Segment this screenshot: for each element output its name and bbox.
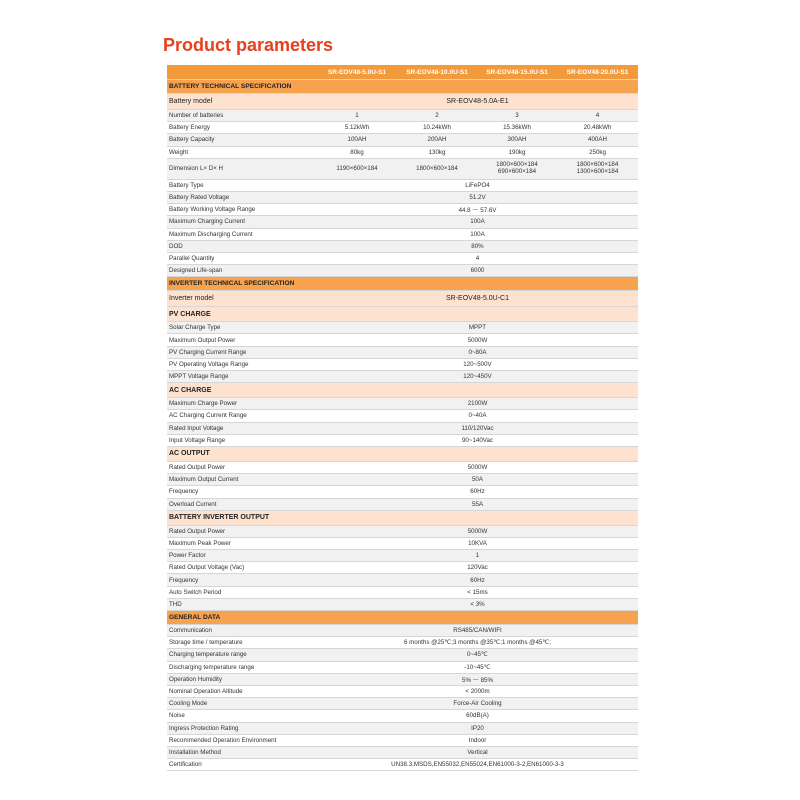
row-label: Weight bbox=[167, 146, 317, 158]
row-value: Vertical bbox=[317, 746, 638, 758]
spec-row bbox=[167, 371, 638, 383]
row-value: 2 bbox=[397, 110, 477, 122]
spec-row bbox=[167, 598, 638, 610]
row-label: Inverter model bbox=[167, 291, 317, 307]
row-label: Charging temperature range bbox=[167, 649, 317, 661]
row-value: 60Hz bbox=[317, 574, 638, 586]
row-value: 1 bbox=[317, 110, 397, 122]
value-line: 690×600×184 bbox=[497, 167, 537, 175]
spec-row bbox=[167, 734, 638, 746]
spec-row bbox=[167, 698, 638, 710]
model-header-row bbox=[167, 65, 638, 80]
row-value: 15.36kWh bbox=[477, 122, 557, 134]
spec-row bbox=[167, 673, 638, 685]
row-value: 0~80A bbox=[317, 346, 638, 358]
group-title: AC OUTPUT bbox=[167, 446, 638, 461]
spec-row bbox=[167, 346, 638, 358]
spec-row bbox=[167, 110, 638, 122]
row-label: Maximum Discharging Current bbox=[167, 228, 317, 240]
row-value: 190kg bbox=[477, 146, 557, 158]
row-value: UN38.3,MSDS,EN55032,EN55024,EN61000-3-2,EN61000-3-3 bbox=[317, 759, 638, 771]
spec-table bbox=[167, 65, 638, 771]
row-label: AC Charging Current Range bbox=[167, 410, 317, 422]
spec-row bbox=[167, 410, 638, 422]
row-label: MPPT Voltage Range bbox=[167, 371, 317, 383]
row-label: Auto Switch Period bbox=[167, 586, 317, 598]
group-header-row bbox=[167, 307, 638, 322]
row-label: Maximum Charge Power bbox=[167, 398, 317, 410]
row-label: PV Charging Current Range bbox=[167, 346, 317, 358]
section-title: BATTERY TECHNICAL SPECIFICATION bbox=[167, 80, 638, 94]
inverter-model-row bbox=[167, 291, 638, 307]
row-label: Frequency bbox=[167, 574, 317, 586]
row-value: Indoor bbox=[317, 734, 638, 746]
row-value: < 3% bbox=[317, 598, 638, 610]
row-label: Noise bbox=[167, 710, 317, 722]
row-label: Input Voltage Range bbox=[167, 434, 317, 446]
group-header-row bbox=[167, 446, 638, 461]
spec-row bbox=[167, 322, 638, 334]
spec-row bbox=[167, 434, 638, 446]
row-value: 400AH bbox=[557, 134, 638, 146]
row-label: Rated Output Voltage (Vac) bbox=[167, 562, 317, 574]
spec-row bbox=[167, 722, 638, 734]
row-value: 110/120Vac bbox=[317, 422, 638, 434]
value-line: 1800×600×184 bbox=[496, 160, 538, 168]
spec-row bbox=[167, 191, 638, 203]
row-value: 1 bbox=[317, 550, 638, 562]
row-value: 1190×600×184 bbox=[317, 158, 397, 179]
row-label: Power Factor bbox=[167, 550, 317, 562]
row-value: 120~450V bbox=[317, 371, 638, 383]
row-label: Solar Charge Type bbox=[167, 322, 317, 334]
spec-row bbox=[167, 122, 638, 134]
spec-table-body bbox=[167, 65, 638, 771]
spec-row bbox=[167, 574, 638, 586]
spec-row bbox=[167, 649, 638, 661]
battery-model-row bbox=[167, 94, 638, 110]
row-value: < 15ms bbox=[317, 586, 638, 598]
row-value: 10.24kWh bbox=[397, 122, 477, 134]
row-label: Rated Input Voltage bbox=[167, 422, 317, 434]
row-value: 5000W bbox=[317, 461, 638, 473]
spec-row bbox=[167, 240, 638, 252]
row-label: Parallel Quantity bbox=[167, 252, 317, 264]
value-line: 1300×600×184 bbox=[576, 167, 619, 175]
section-header-row bbox=[167, 611, 638, 625]
spec-row bbox=[167, 562, 638, 574]
header-blank-cell bbox=[167, 65, 317, 80]
row-value: 80kg bbox=[317, 146, 397, 158]
section-title: INVERTER TECHNICAL SPECIFICATION bbox=[167, 277, 638, 291]
group-header-row bbox=[167, 510, 638, 525]
row-value: 60Hz bbox=[317, 486, 638, 498]
row-value: 6 months @25℃;3 months @35℃;1 months @45℃; bbox=[317, 637, 638, 649]
row-value: 60dB(A) bbox=[317, 710, 638, 722]
spec-row bbox=[167, 252, 638, 264]
row-value: 3 bbox=[477, 110, 557, 122]
group-title: BATTERY INVERTER OUTPUT bbox=[167, 510, 638, 525]
group-header-row bbox=[167, 383, 638, 398]
spec-row bbox=[167, 265, 638, 277]
row-label: Ingress Protection Rating bbox=[167, 722, 317, 734]
row-label: THD bbox=[167, 598, 317, 610]
model-header-cell: SR-EOV48-20.0U-S1 bbox=[557, 65, 638, 80]
row-value: 0~40A bbox=[317, 410, 638, 422]
row-value: 100A bbox=[317, 228, 638, 240]
row-value: 5.12kWh bbox=[317, 122, 397, 134]
group-title: PV CHARGE bbox=[167, 307, 638, 322]
spec-row bbox=[167, 134, 638, 146]
section-header-row bbox=[167, 80, 638, 94]
row-label: Rated Output Power bbox=[167, 461, 317, 473]
model-header-cell: SR-EOV48-5.0U-S1 bbox=[317, 65, 397, 80]
row-value: 130kg bbox=[397, 146, 477, 158]
row-value: 5000W bbox=[317, 525, 638, 537]
spec-row bbox=[167, 398, 638, 410]
row-label: Maximum Output Current bbox=[167, 474, 317, 486]
page-title: Product parameters bbox=[163, 35, 334, 55]
row-value: 4 bbox=[557, 110, 638, 122]
row-value: MPPT bbox=[317, 322, 638, 334]
spec-row bbox=[167, 759, 638, 771]
row-label: PV Operating Voltage Range bbox=[167, 358, 317, 370]
spec-row bbox=[167, 334, 638, 346]
row-label: Maximum Peak Power bbox=[167, 537, 317, 549]
spec-row bbox=[167, 461, 638, 473]
row-label: Cooling Mode bbox=[167, 698, 317, 710]
row-label: Maximum Output Power bbox=[167, 334, 317, 346]
row-value: 100A bbox=[317, 216, 638, 228]
spec-row bbox=[167, 625, 638, 637]
spec-row bbox=[167, 498, 638, 510]
row-label: Maximum Charging Current bbox=[167, 216, 317, 228]
row-value: 5000W bbox=[317, 334, 638, 346]
row-label: Battery Capacity bbox=[167, 134, 317, 146]
row-label: Discharging temperature range bbox=[167, 661, 317, 673]
spec-row bbox=[167, 204, 638, 216]
spec-row bbox=[167, 216, 638, 228]
row-label: Dimension L× D× H bbox=[167, 158, 317, 179]
model-header-cell: SR-EOV48-10.0U-S1 bbox=[397, 65, 477, 80]
row-value: 100AH bbox=[317, 134, 397, 146]
spec-row bbox=[167, 228, 638, 240]
spec-row bbox=[167, 746, 638, 758]
row-label: Battery Rated Voltage bbox=[167, 191, 317, 203]
spec-row bbox=[167, 158, 638, 179]
row-value: SR-EOV48-5.0A-E1 bbox=[317, 94, 638, 110]
row-label: Operation Humidity bbox=[167, 673, 317, 685]
row-value: SR-EOV48-5.0U-C1 bbox=[317, 291, 638, 307]
value-line: 1800×600×184 bbox=[576, 160, 619, 168]
row-value: 120Vac bbox=[317, 562, 638, 574]
row-value bbox=[557, 158, 638, 179]
group-title: AC CHARGE bbox=[167, 383, 638, 398]
row-value: 2100W bbox=[317, 398, 638, 410]
row-label: Overload Current bbox=[167, 498, 317, 510]
row-value: 4 bbox=[317, 252, 638, 264]
spec-row bbox=[167, 486, 638, 498]
row-label: Rated Output Power bbox=[167, 525, 317, 537]
spec-row bbox=[167, 661, 638, 673]
row-value: 0~45℃ bbox=[317, 649, 638, 661]
row-label: Nominal Operation Altitude bbox=[167, 685, 317, 697]
spec-row bbox=[167, 422, 638, 434]
spec-row bbox=[167, 358, 638, 370]
row-label: Number of batteries bbox=[167, 110, 317, 122]
row-value: Force-Air Cooling bbox=[317, 698, 638, 710]
row-label: Battery Type bbox=[167, 179, 317, 191]
spec-row bbox=[167, 710, 638, 722]
row-value: LiFePO4 bbox=[317, 179, 638, 191]
row-value: RS485/CAN/WIFI bbox=[317, 625, 638, 637]
row-value: IP20 bbox=[317, 722, 638, 734]
spec-row bbox=[167, 550, 638, 562]
row-label: Designed Life-span bbox=[167, 265, 317, 277]
row-value: -10~45℃ bbox=[317, 661, 638, 673]
section-header-row bbox=[167, 277, 638, 291]
row-value: 10KVA bbox=[317, 537, 638, 549]
row-label: Recommended Operation Environment bbox=[167, 734, 317, 746]
row-label: Battery Working Voltage Range bbox=[167, 204, 317, 216]
row-value: 200AH bbox=[397, 134, 477, 146]
spec-row bbox=[167, 586, 638, 598]
row-label: Frequency bbox=[167, 486, 317, 498]
spec-row bbox=[167, 525, 638, 537]
spec-row bbox=[167, 179, 638, 191]
row-value: 300AH bbox=[477, 134, 557, 146]
row-label: Battery model bbox=[167, 94, 317, 110]
row-value: 5% ～ 85% bbox=[317, 673, 638, 685]
row-value: 50A bbox=[317, 474, 638, 486]
row-value: 1800×600×184 bbox=[397, 158, 477, 179]
spec-row bbox=[167, 637, 638, 649]
spec-row bbox=[167, 537, 638, 549]
row-label: Communication bbox=[167, 625, 317, 637]
row-value: 51.2V bbox=[317, 191, 638, 203]
row-label: Battery Energy bbox=[167, 122, 317, 134]
row-value: 20.48kWh bbox=[557, 122, 638, 134]
row-value: 55A bbox=[317, 498, 638, 510]
row-label: Certification bbox=[167, 759, 317, 771]
spec-row bbox=[167, 685, 638, 697]
row-value: 80% bbox=[317, 240, 638, 252]
section-title: GENERAL DATA bbox=[167, 611, 638, 625]
row-value: 90~140Vac bbox=[317, 434, 638, 446]
row-label: Storage time / temperature bbox=[167, 637, 317, 649]
row-value bbox=[477, 158, 557, 179]
row-value: 6000 bbox=[317, 265, 638, 277]
row-label: DOD bbox=[167, 240, 317, 252]
row-value: 250kg bbox=[557, 146, 638, 158]
spec-row bbox=[167, 146, 638, 158]
row-value: 44.8 ～ 57.6V bbox=[317, 204, 638, 216]
spec-row bbox=[167, 474, 638, 486]
row-value: 120~500V bbox=[317, 358, 638, 370]
row-value: < 2000m bbox=[317, 685, 638, 697]
spec-table-container bbox=[167, 65, 638, 771]
model-header-cell: SR-EOV48-15.0U-S1 bbox=[477, 65, 557, 80]
row-label: Installation Method bbox=[167, 746, 317, 758]
